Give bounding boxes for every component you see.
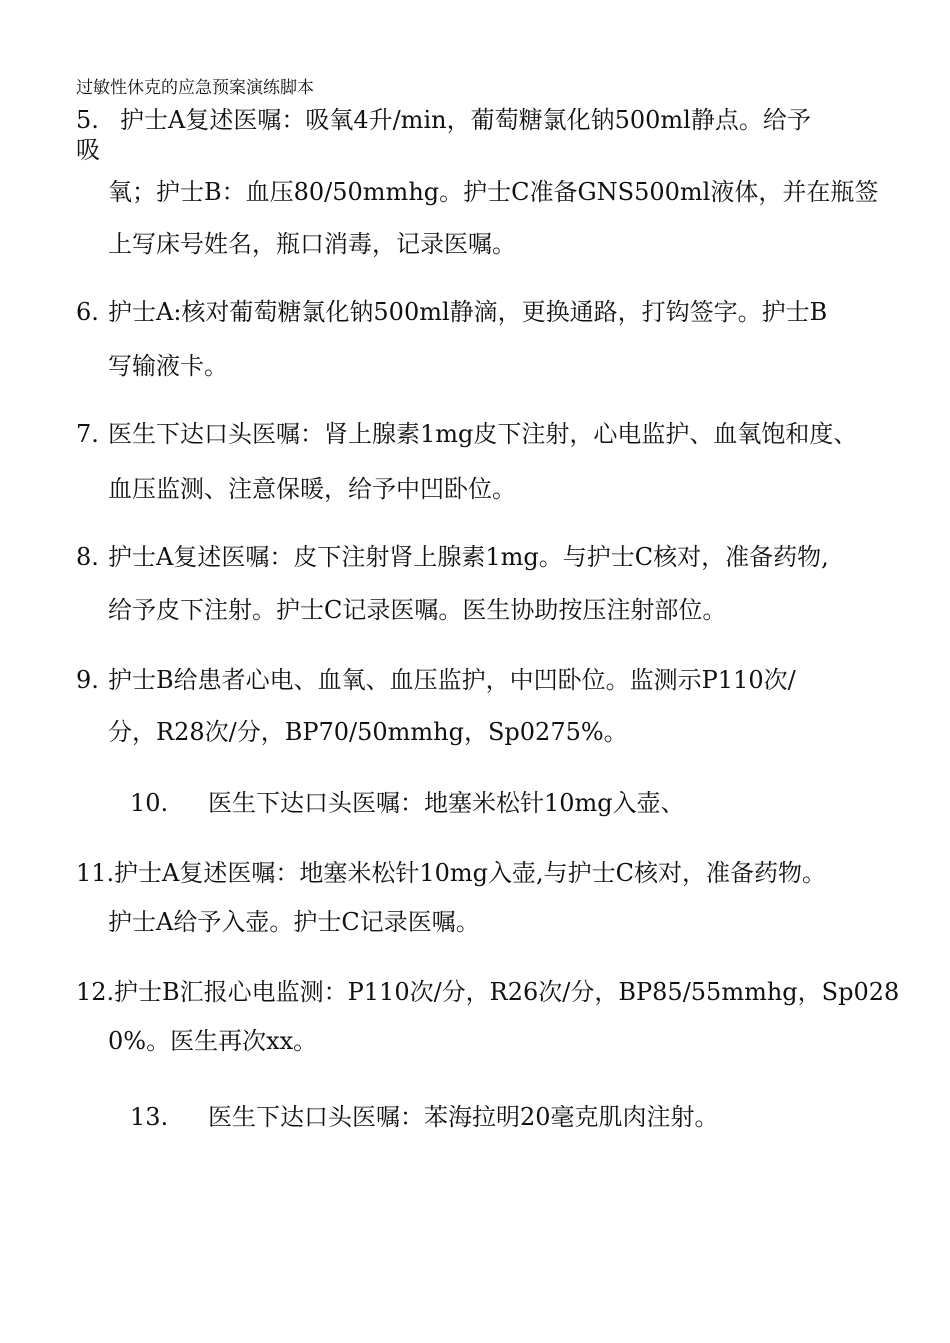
item-number: 13. — [130, 1103, 169, 1131]
item-text: 护士A复述医嘱：地塞米松针10mg入壶,与护士C核对，准备药物。 — [114, 859, 826, 887]
list-item — [130, 786, 685, 820]
list-item — [130, 1100, 719, 1134]
item-number: 11. — [76, 859, 115, 887]
item-text: 分，R28次/分，BP70/50mmhg，Sp0275%。 — [108, 718, 628, 746]
item-text: 给予皮下注射。护士C记录医嘱。医生协助按压注射部位。 — [108, 596, 727, 624]
item-text: 医生下达口头医嘱：苯海拉明20毫克肌肉注射。 — [208, 1103, 719, 1131]
item-number: 7. — [76, 420, 99, 448]
item-text: 0%。医生再次xx。 — [108, 1027, 318, 1055]
item-text: 氧；护士B：血压80/50mmhg。护士C准备GNS500ml液体，并在瓶签 — [108, 178, 879, 206]
item-number: 6. — [76, 298, 99, 326]
item-text: 血压监测、注意保暖，给予中凹卧位。 — [108, 475, 516, 503]
item-number: 8. — [76, 543, 99, 571]
item-text: 护士A:核对葡萄糖氯化钠500ml静滴，更换通路，打钩签字。护士B — [108, 298, 828, 326]
item-text: 写输液卡。 — [108, 352, 228, 380]
item-number: 5. — [76, 106, 99, 134]
item-text: 护士A给予入壶。护士C记录医嘱。 — [108, 908, 480, 936]
list-item — [76, 540, 829, 574]
item-text: 护士A复述医嘱：吸氧4升/min，葡萄糖氯化钠500ml静点。给予 — [120, 106, 811, 134]
document-header: 过敏性休克的应急预案演练脚本 — [76, 78, 314, 98]
item-number: 10. — [130, 789, 169, 817]
item-text: 医生下达口头医嘱：肾上腺素1mg皮下注射，心电监护、血氧饱和度、 — [108, 420, 858, 448]
item-text: 上写床号姓名，瓶口消毒，记录医嘱。 — [108, 230, 516, 258]
item-text: 医生下达口头医嘱：地塞米松针10mg入壶、 — [208, 789, 685, 817]
list-item — [76, 417, 857, 451]
item-text: 吸 — [76, 136, 100, 164]
item-number: 12. — [76, 978, 115, 1006]
list-item — [76, 663, 796, 697]
item-text: 护士A复述医嘱：皮下注射肾上腺素1mg。与护士C核对，准备药物, — [108, 543, 829, 571]
list-item — [76, 295, 827, 329]
item-text: 护士B汇报心电监测：P110次/分，R26次/分，BP85/55mmhg，Sp028 — [114, 978, 900, 1006]
item-text: 护士B给患者心电、血氧、血压监护，中凹卧位。监测示P110次/ — [108, 666, 796, 694]
item-number: 9. — [76, 666, 99, 694]
list-item — [76, 975, 899, 1009]
list-item — [76, 856, 826, 890]
list-item — [76, 103, 811, 137]
